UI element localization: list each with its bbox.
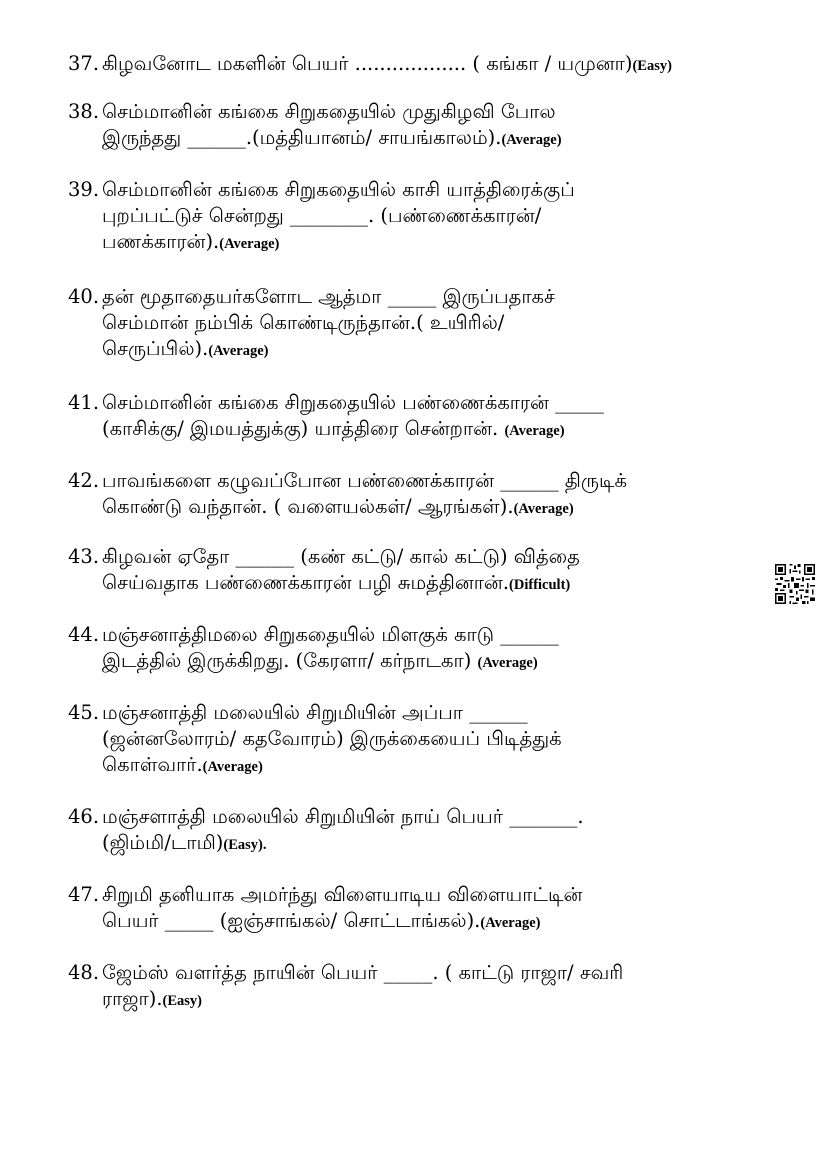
question-text: கொண்டு வந்தான். ( வளையல்கள்/ ஆரங்கள்). <box>102 495 514 518</box>
question-text: ஜேம்ஸ் வளர்த்த நாயின் பெயர் _____. ( காட்டு ராஜா/ சவரி <box>102 961 624 984</box>
question-number: 41. <box>68 391 100 414</box>
question-number: 39. <box>68 178 100 201</box>
question-41 <box>68 390 748 444</box>
difficulty-label: (Average) <box>501 132 562 148</box>
question-number: 42. <box>68 469 100 492</box>
question-37 <box>68 51 748 79</box>
question-line <box>102 752 748 780</box>
question-text: கிழவனோட மகளின் பெயர் .................. ( கங்கா / யமுனா) <box>102 52 633 75</box>
question-text: பாவங்களை கழுவப்போன பண்ணைக்காரன் ______ திருடிக் <box>102 469 627 492</box>
question-number: 47. <box>68 883 100 906</box>
question-42 <box>68 468 748 522</box>
difficulty-label: (Average) <box>513 501 574 517</box>
question-line <box>102 336 748 364</box>
question-text: (ஜிம்மி/டாமி) <box>102 831 224 854</box>
question-line <box>102 570 748 598</box>
question-line <box>102 229 748 257</box>
question-39 <box>68 177 748 257</box>
question-text: இடத்தில் இருக்கிறது. (கேரளா/ கர்நாடகா) <box>102 649 478 672</box>
difficulty-label: (Average) <box>504 423 565 439</box>
difficulty-label: (Average) <box>219 236 280 252</box>
question-text: (ஜன்னலோரம்/ கதவோரம்) இருக்கையைப் பிடித்துக் <box>102 727 562 750</box>
question-text: ராஜா). <box>102 987 163 1010</box>
question-number: 45. <box>68 701 100 724</box>
question-line <box>102 830 748 858</box>
difficulty-label: (Easy). <box>223 837 267 853</box>
question-number: 46. <box>68 805 100 828</box>
question-text: இருந்தது ______.(மத்தியானம்/ சாயங்காலம்). <box>102 126 502 149</box>
question-number: 38. <box>68 100 100 123</box>
question-45 <box>68 700 748 780</box>
question-47 <box>68 882 748 936</box>
question-text: செம்மானின் கங்கை சிறுகதையில் பண்ணைக்காரன் _____ <box>102 391 604 414</box>
question-text: மஞ்சனாத்தி மலையில் சிறுமியின் அப்பா ______ <box>102 701 528 724</box>
question-text: மஞ்சளாத்தி மலையில் சிறுமியின் நாய் பெயர் _______. <box>102 805 584 828</box>
question-line <box>102 416 748 444</box>
question-text: செய்வதாக பண்ணைக்காரன் பழி சுமத்தினான். <box>102 571 510 594</box>
question-text: மஞ்சனாத்திமலை சிறுகதையில் மிளகுக் காடு ______ <box>102 623 559 646</box>
question-number: 44. <box>68 623 100 646</box>
question-number: 37. <box>68 52 100 75</box>
difficulty-label: (Average) <box>208 343 269 359</box>
difficulty-label: (Easy) <box>162 993 203 1009</box>
question-number: 48. <box>68 961 100 984</box>
question-text: தன் மூதாதையர்களோட ஆத்மா _____ இருப்பதாகச் <box>102 285 555 308</box>
question-line <box>102 125 748 153</box>
question-text: புறப்பட்டுச் சென்றது ________. (பண்ணைக்காரன்/ <box>102 204 542 227</box>
question-line <box>102 648 748 676</box>
question-text: சிறுமி தனியாக அமர்ந்து விளையாடிய விளையாட்டின் <box>102 883 583 906</box>
question-line <box>102 986 748 1014</box>
difficulty-label: (Average) <box>480 915 541 931</box>
question-line <box>102 908 748 936</box>
question-text: பெயர் _____ (ஐஞ்சாங்கல்/ சொட்டாங்கல்). <box>102 909 481 932</box>
question-text: கொள்வார். <box>102 753 203 776</box>
question-48 <box>68 960 748 1014</box>
difficulty-label: (Average) <box>202 759 263 775</box>
question-text: (காசிக்கு/ இமயத்துக்கு) யாத்திரை சென்றான். <box>102 417 505 440</box>
question-number: 40. <box>68 285 100 308</box>
difficulty-label: (Easy) <box>632 58 672 74</box>
question-text: செருப்பில்). <box>102 337 209 360</box>
question-text: பணக்காரன்). <box>102 230 220 253</box>
question-number: 43. <box>68 545 100 568</box>
question-43 <box>68 544 748 598</box>
question-text: செம்மானின் கங்கை சிறுகதையில் காசி யாத்திரைக்குப் <box>102 178 575 201</box>
question-40 <box>68 284 748 364</box>
difficulty-label: (Difficult) <box>509 577 571 593</box>
question-38 <box>68 99 748 153</box>
question-44 <box>68 622 748 676</box>
question-46 <box>68 804 748 858</box>
difficulty-label: (Average) <box>477 655 538 671</box>
question-line <box>102 51 748 79</box>
qr-code-icon <box>775 564 815 604</box>
question-text: செம்மானின் கங்கை சிறுகதையில் முதுகிழவி போல <box>102 100 556 123</box>
question-line <box>102 494 748 522</box>
question-text: கிழவன் ஏதோ ______ (கண் கட்டு/ கால் கட்டு) வித்தை <box>102 545 580 568</box>
question-text: செம்மான் நம்பிக் கொண்டிருந்தான்.( உயிரில்/ <box>102 311 505 334</box>
